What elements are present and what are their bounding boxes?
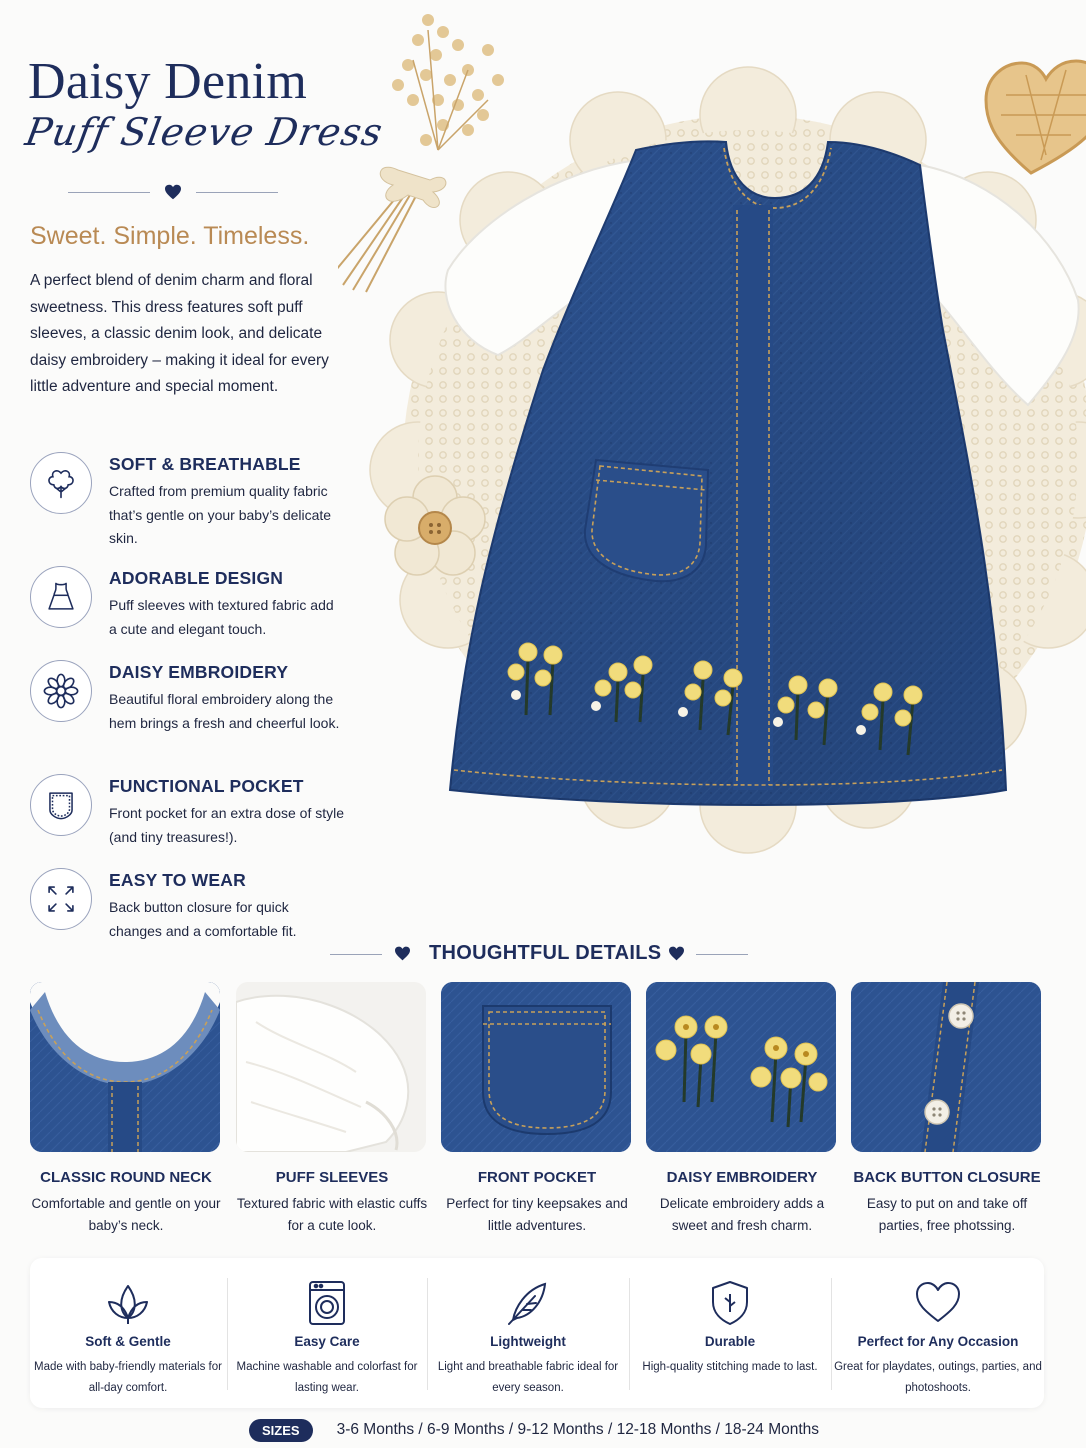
detail-back-button-closure [851, 982, 1043, 1237]
feature-desc: Back button closure for quick changes and a comfortable fit. [109, 899, 297, 939]
straw-heart [986, 61, 1086, 173]
cotton-icon [30, 452, 92, 514]
round-neck-image [30, 982, 220, 1152]
title-divider [68, 178, 278, 208]
feature-desc: Crafted from premium quality fabric that’s gentle on your baby’s delicate skin. [109, 483, 332, 546]
back-button-image [851, 982, 1041, 1152]
benefit-desc: Machine washable and colorfast for lasting wear. [236, 1361, 418, 1394]
detail-puff-sleeves [236, 982, 428, 1237]
heart-divider-icon [164, 184, 182, 200]
detail-title: FRONT POCKET [477, 1169, 597, 1186]
front-pocket-image [441, 982, 631, 1152]
benefit-desc: High-quality stitching made to last. [642, 1361, 818, 1373]
feather-icon [503, 1278, 553, 1328]
benefit-title: Durable [704, 1334, 756, 1349]
benefit-title: Easy Care [294, 1334, 360, 1349]
details-title: THOUGHTFUL DETAILS [429, 942, 662, 964]
feature-title: DAISY EMBROIDERY [109, 662, 289, 682]
benefit-title: Soft & Gentle [85, 1334, 171, 1349]
puff-sleeves-image [236, 982, 426, 1152]
leaf-icon [103, 1278, 153, 1328]
detail-title: CLASSIC ROUND NECK [40, 1169, 212, 1186]
dress-icon [30, 566, 92, 628]
thoughtful-details-heading [330, 938, 750, 970]
heart-icon [913, 1278, 963, 1328]
sizes-badge: SIZES [249, 1419, 313, 1442]
feature-desc: Puff sleeves with textured fabric add a cute and elegant touch. [109, 597, 334, 637]
benefit-durable [630, 1258, 830, 1408]
benefit-easy-care [228, 1258, 426, 1408]
detail-title: PUFF SLEEVES [275, 1169, 389, 1186]
benefit-desc: Made with baby-friendly materials for all-day comfort. [34, 1361, 222, 1394]
daisy-embroidery-image [646, 982, 836, 1152]
feature-title: ADORABLE DESIGN [109, 568, 284, 588]
product-title: Daisy Denim [28, 53, 308, 110]
feature-title: FUNCTIONAL POCKET [109, 776, 304, 796]
benefits-bar [30, 1258, 1044, 1408]
tagline: Sweet. Simple. Timeless. [30, 222, 310, 250]
benefit-any-occasion [832, 1258, 1044, 1408]
heart-left-icon [394, 946, 411, 961]
benefit-soft-gentle [30, 1258, 226, 1408]
benefit-title: Lightweight [490, 1334, 566, 1349]
feature-title: SOFT & BREATHABLE [109, 454, 301, 474]
feature-desc: Front pocket for an extra dose of style (and tiny treasures!). [109, 805, 345, 845]
feature-desc: Beautiful floral embroidery along the hem brings a fresh and cheerful look. [109, 691, 340, 731]
heart-right-icon [668, 946, 685, 961]
feature-title: EASY TO WEAR [109, 870, 246, 890]
benefit-lightweight [428, 1258, 628, 1408]
daisy-icon [30, 660, 92, 722]
washing-machine-icon [302, 1278, 352, 1328]
detail-desc: Easy to put on and take off parties, free photssing. [866, 1196, 1028, 1233]
detail-desc: Comfortable and gentle on your baby’s neck. [31, 1196, 221, 1233]
detail-title: BACK BUTTON CLOSURE [853, 1169, 1041, 1186]
product-subtitle: Puff Sleeve Dress [22, 110, 387, 154]
detail-desc: Delicate embroidery adds a sweet and fresh charm. [659, 1196, 825, 1233]
detail-desc: Textured fabric with elastic cuffs for a cute look. [236, 1196, 428, 1233]
sizes-list: 3-6 Months / 6-9 Months / 9-12 Months / 12-18 Months / 18-24 Months [336, 1421, 820, 1438]
benefit-title: Perfect for Any Occasion [857, 1334, 1019, 1349]
pocket-icon [30, 774, 92, 836]
detail-title: DAISY EMBROIDERY [666, 1169, 818, 1186]
detail-round-neck [30, 982, 222, 1237]
detail-desc: Perfect for tiny keepsakes and little adventures. [446, 1196, 628, 1233]
detail-daisy-embroidery [646, 982, 838, 1237]
detail-front-pocket [441, 982, 633, 1237]
hero-product-image [338, 0, 1086, 950]
expand-arrows-icon [30, 868, 92, 930]
intro-text: A perfect blend of denim charm and floral sweetness. This dress features soft puff sleeves, a classic denim look, and delicate daisy embroidery – making it ideal for every little adventure and special moment. [30, 272, 329, 395]
benefit-desc: Great for playdates, outings, parties, and photoshoots. [834, 1361, 1042, 1394]
sizes-row [249, 1418, 819, 1442]
benefit-desc: Light and breathable fabric ideal for every season. [437, 1361, 619, 1394]
shield-icon [705, 1278, 755, 1328]
